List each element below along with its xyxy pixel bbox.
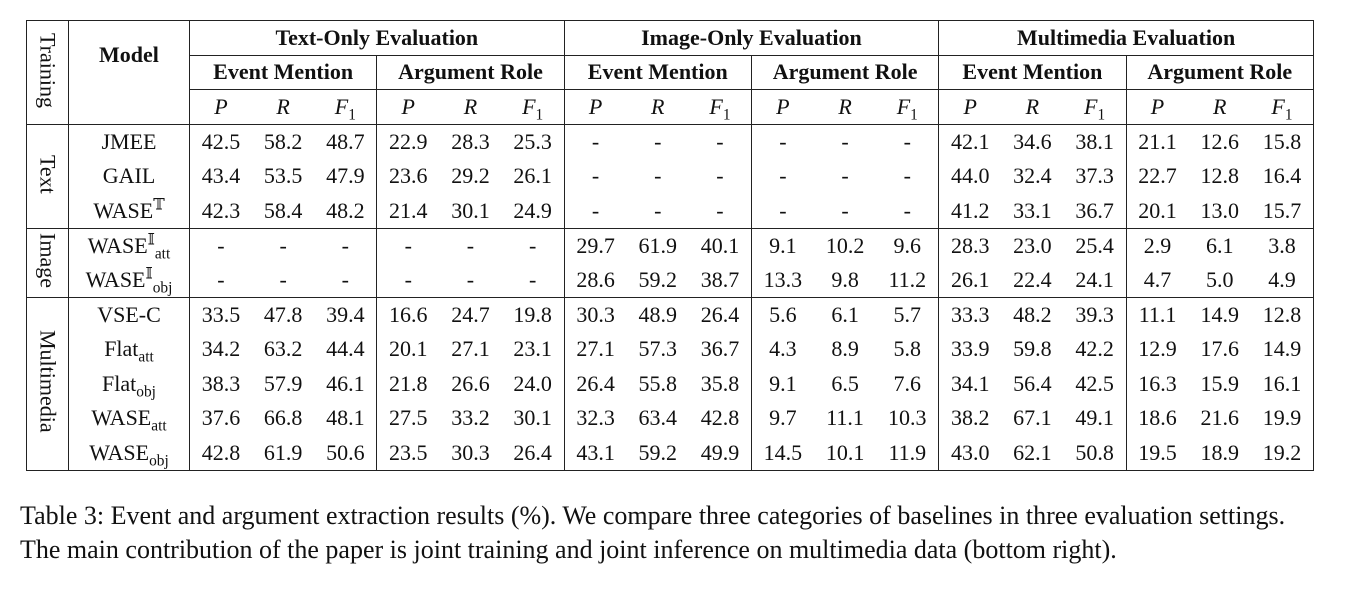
group-header: Multimedia Evaluation <box>939 21 1314 56</box>
value-cell: 16.6 <box>377 297 439 332</box>
value-cell: 18.9 <box>1189 436 1251 471</box>
value-cell: 35.8 <box>689 366 751 401</box>
subgroup-header: Argument Role <box>377 55 564 90</box>
value-cell: 22.9 <box>377 124 439 159</box>
value-cell: 47.9 <box>314 159 376 194</box>
value-cell: 57.3 <box>638 336 678 362</box>
value-cell: - <box>439 228 501 263</box>
value-cell: 30.3 <box>439 436 501 471</box>
table-row <box>27 228 1314 263</box>
model-cell <box>69 332 190 367</box>
value-cell: 9.1 <box>769 370 797 396</box>
value-cell: - <box>876 193 938 228</box>
value-cell: 39.3 <box>1064 297 1126 332</box>
value-cell: 16.1 <box>1251 366 1314 401</box>
value-cell: 33.9 <box>950 336 990 362</box>
table-row <box>27 159 1314 194</box>
value-cell: - <box>190 228 252 263</box>
value-cell: 62.1 <box>1001 436 1063 471</box>
value-cell: 63.4 <box>638 405 678 431</box>
value-cell: 36.7 <box>689 332 751 367</box>
value-cell: 47.8 <box>252 297 314 332</box>
model-subscript: att <box>151 417 167 435</box>
value-cell: - <box>404 266 412 292</box>
value-cell: 66.8 <box>263 405 303 431</box>
value-cell: 63.2 <box>263 336 303 362</box>
value-cell: 48.7 <box>314 124 376 159</box>
value-cell: 11.2 <box>876 263 938 298</box>
value-cell: 26.4 <box>576 370 615 396</box>
value-cell: 37.3 <box>1064 159 1126 194</box>
value-cell: 11.1 <box>826 405 864 431</box>
value-cell: 30.1 <box>451 197 490 223</box>
section-label <box>27 124 69 228</box>
value-cell: 61.9 <box>252 436 314 471</box>
value-cell: 26.6 <box>451 370 490 396</box>
value-cell: 59.8 <box>1013 336 1052 362</box>
results-table <box>26 20 1314 471</box>
value-cell: 14.9 <box>1251 332 1314 367</box>
value-cell: 61.9 <box>627 228 689 263</box>
value-cell: 24.1 <box>1064 263 1126 298</box>
value-cell: 19.9 <box>1251 401 1314 436</box>
model-name: WASE <box>87 232 148 258</box>
metric-label: R <box>276 93 290 119</box>
metric-label: F <box>896 93 911 119</box>
value-cell: 38.3 <box>201 370 241 396</box>
value-cell: 42.2 <box>1064 332 1126 367</box>
metric-label: R <box>1025 93 1040 119</box>
value-cell: 21.6 <box>1200 405 1239 431</box>
value-cell: 34.1 <box>950 370 990 396</box>
section-label <box>27 297 69 470</box>
value-cell: 38.2 <box>950 405 990 431</box>
value-cell: 34.6 <box>1001 124 1063 159</box>
metric-subscript: 1 <box>348 106 356 124</box>
value-cell: 7.6 <box>876 366 938 401</box>
value-cell: 42.8 <box>190 436 252 471</box>
value-cell: 44.4 <box>314 332 376 367</box>
value-cell: 17.6 <box>1200 336 1239 362</box>
value-cell: 36.7 <box>1064 193 1126 228</box>
value-cell: - <box>314 263 376 298</box>
value-cell: 10.1 <box>814 436 876 471</box>
value-cell: 23.0 <box>1001 228 1063 263</box>
value-cell: 28.6 <box>576 266 615 292</box>
model-subscript: obj <box>149 452 169 470</box>
value-cell: - <box>466 266 475 292</box>
group-header: Text-Only Evaluation <box>190 21 565 56</box>
value-cell: 53.5 <box>263 163 303 189</box>
value-cell: - <box>841 163 849 189</box>
metric-label: F <box>1271 93 1285 119</box>
section-label-text: Text <box>35 154 61 194</box>
value-cell: - <box>314 228 376 263</box>
value-cell: 33.1 <box>1013 197 1052 223</box>
value-cell: 25.3 <box>502 124 564 159</box>
table-row <box>27 401 1314 436</box>
value-cell: 29.7 <box>564 228 626 263</box>
training-header-label: Training <box>35 32 61 108</box>
value-cell: - <box>841 197 849 223</box>
value-cell: 32.3 <box>576 405 615 431</box>
value-cell: 30.3 <box>564 297 626 332</box>
value-cell: 12.6 <box>1189 124 1251 159</box>
value-cell: 24.7 <box>439 297 501 332</box>
table-row <box>27 436 1314 471</box>
value-cell: 9.1 <box>751 228 813 263</box>
subgroup-header: Argument Role <box>751 55 938 90</box>
value-cell: 40.1 <box>689 228 751 263</box>
value-cell: 59.2 <box>627 436 689 471</box>
value-cell: - <box>502 228 564 263</box>
metric-label: F <box>709 93 723 119</box>
value-cell: 11.1 <box>1126 297 1188 332</box>
metric-label: P <box>776 93 790 119</box>
value-cell: 22.4 <box>1013 266 1052 292</box>
value-cell: 57.9 <box>263 370 303 396</box>
value-cell: 19.5 <box>1126 436 1188 471</box>
metric-header <box>1189 90 1251 125</box>
value-cell: - <box>627 124 689 159</box>
table-header <box>27 21 1314 125</box>
value-cell: 58.4 <box>263 197 303 223</box>
training-header <box>27 21 69 125</box>
value-cell: 24.0 <box>502 366 564 401</box>
metric-label: R <box>463 93 478 119</box>
metric-subscript: 1 <box>1097 106 1106 124</box>
value-cell: 32.4 <box>1013 163 1052 189</box>
metric-label: P <box>1150 93 1165 119</box>
value-cell: 10.3 <box>876 401 938 436</box>
value-cell: 42.5 <box>190 124 252 159</box>
table-row <box>27 193 1314 228</box>
value-cell: 12.8 <box>1200 163 1239 189</box>
metric-label: R <box>651 93 665 119</box>
value-cell: 5.0 <box>1205 266 1234 292</box>
value-cell: 58.2 <box>252 124 314 159</box>
value-cell: 19.2 <box>1251 436 1314 471</box>
value-cell: 15.8 <box>1251 124 1314 159</box>
metric-header <box>564 90 626 125</box>
table-row <box>27 366 1314 401</box>
metric-header <box>377 90 439 125</box>
model-superscript: 𝕀 <box>147 231 155 249</box>
subgroup-header: Event Mention <box>190 55 377 90</box>
metric-header <box>1001 90 1063 125</box>
value-cell: 22.7 <box>1138 163 1177 189</box>
value-cell: 27.5 <box>389 405 428 431</box>
value-cell: - <box>689 124 751 159</box>
value-cell: 19.8 <box>502 297 564 332</box>
model-header-spacer <box>69 90 190 125</box>
value-cell: 44.0 <box>950 163 990 189</box>
value-cell: 26.4 <box>502 436 564 471</box>
value-cell: 42.5 <box>1064 366 1126 401</box>
value-cell: 28.3 <box>939 228 1001 263</box>
value-cell: 5.8 <box>876 332 938 367</box>
value-cell: 49.9 <box>689 436 751 471</box>
value-cell: 48.2 <box>1001 297 1063 332</box>
metric-header <box>190 90 252 125</box>
value-cell: 23.5 <box>377 436 439 471</box>
value-cell: 16.4 <box>1251 159 1314 194</box>
header-row-groups <box>27 21 1314 56</box>
metric-header <box>1251 90 1314 125</box>
model-subscript: obj <box>136 383 156 401</box>
metric-label: F <box>1084 93 1098 119</box>
metric-header <box>314 90 376 125</box>
value-cell: 18.6 <box>1138 405 1177 431</box>
model-subscript: att <box>138 348 154 366</box>
model-cell <box>69 263 190 298</box>
value-cell: 48.9 <box>627 297 689 332</box>
model-cell <box>69 436 190 471</box>
value-cell: - <box>279 266 287 292</box>
metric-header <box>939 90 1001 125</box>
value-cell: - <box>814 124 876 159</box>
table-caption: Table 3: Event and argument extraction results (%). We compare three categories of baselines in three evaluation settings. The main contribution of the paper is joint training and joint inference on multimedia data (bottom right). <box>20 501 1286 564</box>
value-cell: 67.1 <box>1013 405 1052 431</box>
value-cell: 21.4 <box>389 197 428 223</box>
value-cell: 38.1 <box>1064 124 1126 159</box>
section-label-text: Image <box>35 233 61 289</box>
value-cell: 26.4 <box>689 297 751 332</box>
value-cell: 49.1 <box>1064 401 1126 436</box>
value-cell: 13.3 <box>763 266 803 292</box>
value-cell: 38.7 <box>689 263 751 298</box>
model-cell <box>69 124 190 159</box>
metric-label: P <box>963 93 977 119</box>
value-cell: 50.8 <box>1064 436 1126 471</box>
table-row <box>27 263 1314 298</box>
metric-label: F <box>522 93 536 119</box>
value-cell: 16.3 <box>1138 370 1177 396</box>
model-name: JMEE <box>101 128 157 154</box>
metric-label: F <box>334 93 349 119</box>
value-cell: 12.9 <box>1138 336 1177 362</box>
value-cell: 9.6 <box>876 228 938 263</box>
metric-header <box>439 90 501 125</box>
value-cell: - <box>779 197 787 223</box>
model-name: WASE <box>91 405 152 431</box>
value-cell: 21.8 <box>389 370 428 396</box>
value-cell: 30.1 <box>502 401 564 436</box>
value-cell: 28.3 <box>439 124 501 159</box>
value-cell: 42.8 <box>689 401 751 436</box>
value-cell: 20.1 <box>389 336 428 362</box>
value-cell: 37.6 <box>201 405 241 431</box>
model-name: VSE-C <box>97 301 161 327</box>
table-row <box>27 297 1314 332</box>
table-row <box>27 332 1314 367</box>
model-name: GAIL <box>102 163 156 189</box>
header-row-metrics <box>27 90 1314 125</box>
value-cell: 43.1 <box>564 436 626 471</box>
value-cell: 11.9 <box>876 436 938 471</box>
model-cell <box>69 159 190 194</box>
value-cell: 50.6 <box>314 436 376 471</box>
value-cell: 6.1 <box>1189 228 1251 263</box>
value-cell: 10.2 <box>814 228 876 263</box>
metric-label: R <box>1212 93 1227 119</box>
value-cell: 6.1 <box>814 297 876 332</box>
value-cell: - <box>751 124 813 159</box>
value-cell: - <box>252 228 314 263</box>
metric-header <box>627 90 689 125</box>
value-cell: 4.7 <box>1143 266 1172 292</box>
value-cell: - <box>377 228 439 263</box>
metric-header <box>502 90 564 125</box>
model-subscript: obj <box>152 279 173 297</box>
value-cell: 15.7 <box>1251 193 1314 228</box>
value-cell: 26.1 <box>950 266 990 292</box>
section-label-text: Multimedia <box>35 330 61 434</box>
value-cell: 14.9 <box>1189 297 1251 332</box>
metric-header <box>1064 90 1126 125</box>
value-cell: 27.1 <box>451 336 490 362</box>
value-cell: 9.8 <box>831 266 859 292</box>
header-row-subgroups <box>27 55 1314 90</box>
value-cell: - <box>876 124 938 159</box>
value-cell: 26.1 <box>502 159 564 194</box>
value-cell: 39.4 <box>314 297 376 332</box>
value-cell: - <box>654 197 662 223</box>
value-cell: 9.7 <box>769 405 797 431</box>
value-cell: 59.2 <box>638 266 678 292</box>
value-cell: - <box>217 266 225 292</box>
model-cell <box>69 228 190 263</box>
model-cell <box>69 193 190 228</box>
metric-subscript: 1 <box>1284 106 1293 124</box>
value-cell: 4.3 <box>769 336 797 362</box>
model-superscript: 𝕀 <box>145 265 153 283</box>
metric-label: R <box>838 93 852 119</box>
value-cell: 41.2 <box>950 197 990 223</box>
value-cell: 14.5 <box>751 436 813 471</box>
value-cell: 25.4 <box>1064 228 1126 263</box>
metric-header <box>1126 90 1188 125</box>
value-cell: 24.9 <box>502 193 564 228</box>
model-superscript: 𝕋 <box>153 196 165 214</box>
table-body <box>27 124 1314 470</box>
metric-label: P <box>401 93 415 119</box>
value-cell: 15.9 <box>1200 370 1239 396</box>
value-cell: 23.6 <box>389 163 428 189</box>
value-cell: 33.3 <box>939 297 1001 332</box>
model-name: Flat <box>102 370 137 396</box>
value-cell: 43.0 <box>939 436 1001 471</box>
value-cell: - <box>689 159 751 194</box>
metric-label: P <box>588 93 603 119</box>
metric-subscript: 1 <box>910 106 918 124</box>
value-cell: 2.9 <box>1126 228 1188 263</box>
value-cell: - <box>876 159 938 194</box>
model-cell <box>69 297 190 332</box>
value-cell: 23.1 <box>502 332 564 367</box>
value-cell: - <box>689 193 751 228</box>
section-label <box>27 228 69 297</box>
model-name: WASE <box>85 266 146 292</box>
metric-subscript: 1 <box>535 106 544 124</box>
value-cell: 33.2 <box>451 405 490 431</box>
value-cell: 4.9 <box>1251 263 1314 298</box>
value-cell: - <box>654 163 662 189</box>
value-cell: 43.4 <box>201 163 241 189</box>
value-cell: 8.9 <box>831 336 859 362</box>
value-cell: - <box>564 124 626 159</box>
value-cell: - <box>502 263 564 298</box>
value-cell: 27.1 <box>576 336 615 362</box>
model-name: Flat <box>104 336 139 362</box>
value-cell: - <box>779 163 787 189</box>
value-cell: 6.5 <box>831 370 859 396</box>
value-cell: 33.5 <box>190 297 252 332</box>
value-cell: 46.1 <box>314 366 376 401</box>
value-cell: 42.3 <box>201 197 241 223</box>
model-cell <box>69 401 190 436</box>
subgroup-header: Event Mention <box>939 55 1126 90</box>
value-cell: - <box>591 163 600 189</box>
value-cell: - <box>591 197 600 223</box>
value-cell: 12.8 <box>1251 297 1314 332</box>
value-cell: 20.1 <box>1138 197 1177 223</box>
table-row <box>27 124 1314 159</box>
value-cell: 21.1 <box>1126 124 1188 159</box>
subgroup-header: Argument Role <box>1126 55 1313 90</box>
metric-label: P <box>214 93 228 119</box>
value-cell: 5.7 <box>876 297 938 332</box>
metric-subscript: 1 <box>722 106 731 124</box>
metric-header <box>814 90 876 125</box>
value-cell: 48.2 <box>314 193 376 228</box>
subgroup-header: Event Mention <box>564 55 751 90</box>
value-cell: 56.4 <box>1013 370 1052 396</box>
value-cell: 55.8 <box>638 370 678 396</box>
model-name: WASE <box>89 439 150 465</box>
value-cell: 34.2 <box>201 336 241 362</box>
metric-header <box>876 90 938 125</box>
metric-header <box>252 90 314 125</box>
value-cell: 48.1 <box>314 401 376 436</box>
value-cell: 13.0 <box>1200 197 1239 223</box>
metric-header <box>751 90 813 125</box>
model-subscript: att <box>154 245 171 262</box>
model-name: WASE <box>93 197 154 223</box>
value-cell: 42.1 <box>939 124 1001 159</box>
value-cell: 3.8 <box>1251 228 1314 263</box>
group-header: Image-Only Evaluation <box>564 21 939 56</box>
metric-header <box>689 90 751 125</box>
model-header: Model <box>69 21 190 90</box>
value-cell: 29.2 <box>451 163 490 189</box>
value-cell: 5.6 <box>751 297 813 332</box>
model-cell <box>69 366 190 401</box>
